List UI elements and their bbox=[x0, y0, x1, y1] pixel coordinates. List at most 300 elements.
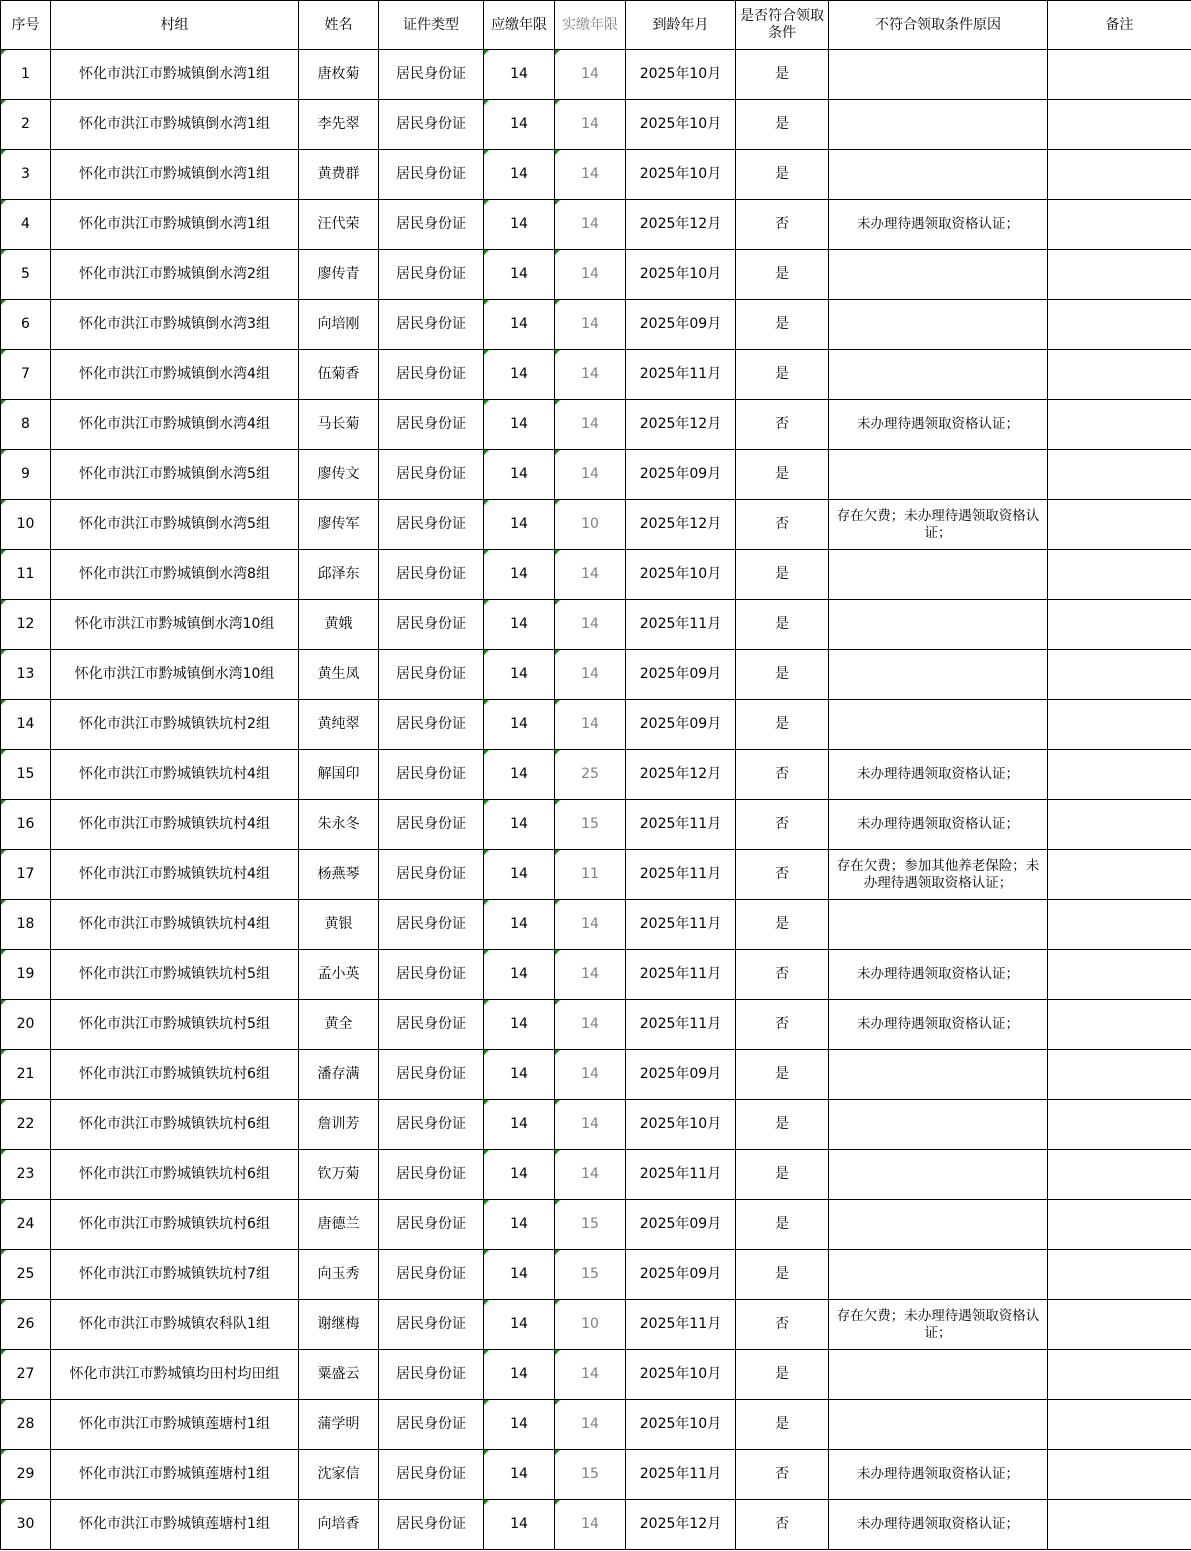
cell-note bbox=[1048, 450, 1191, 500]
cell-id-type: 居民身份证 bbox=[379, 700, 484, 750]
table-row bbox=[1, 650, 1191, 700]
cell-due-years: 14 bbox=[484, 900, 555, 950]
cell-paid-years: 11 bbox=[555, 850, 626, 900]
cell-no: 16 bbox=[1, 800, 51, 850]
cell-village: 怀化市洪江市黔城镇均田村均田组 bbox=[51, 1350, 299, 1400]
cell-reason bbox=[829, 1200, 1048, 1250]
cell-due-years: 14 bbox=[484, 1350, 555, 1400]
cell-village: 怀化市洪江市黔城镇铁坑村4组 bbox=[51, 900, 299, 950]
cell-reason: 存在欠费；未办理待遇领取资格认证； bbox=[829, 500, 1048, 550]
cell-paid-years: 14 bbox=[555, 1150, 626, 1200]
cell-name: 沈家信 bbox=[299, 1450, 379, 1500]
cell-due-years: 14 bbox=[484, 1100, 555, 1150]
header-no: 序号 bbox=[1, 1, 51, 50]
cell-id-type: 居民身份证 bbox=[379, 1350, 484, 1400]
cell-due-years: 14 bbox=[484, 600, 555, 650]
cell-age-month: 2025年10月 bbox=[626, 50, 736, 100]
cell-village: 怀化市洪江市黔城镇铁坑村6组 bbox=[51, 1200, 299, 1250]
cell-village: 怀化市洪江市黔城镇铁坑村6组 bbox=[51, 1050, 299, 1100]
cell-reason bbox=[829, 1250, 1048, 1300]
header-note: 备注 bbox=[1048, 1, 1191, 50]
table-row bbox=[1, 1400, 1191, 1450]
cell-due-years: 14 bbox=[484, 1450, 555, 1500]
cell-age-month: 2025年11月 bbox=[626, 1300, 736, 1350]
cell-no: 24 bbox=[1, 1200, 51, 1250]
cell-id-type: 居民身份证 bbox=[379, 1450, 484, 1500]
table-row bbox=[1, 350, 1191, 400]
cell-village: 怀化市洪江市黔城镇铁坑村5组 bbox=[51, 950, 299, 1000]
cell-village: 怀化市洪江市黔城镇铁坑村4组 bbox=[51, 850, 299, 900]
cell-age-month: 2025年09月 bbox=[626, 700, 736, 750]
cell-no: 17 bbox=[1, 850, 51, 900]
cell-paid-years: 14 bbox=[555, 150, 626, 200]
cell-village: 怀化市洪江市黔城镇倒水湾8组 bbox=[51, 550, 299, 600]
cell-id-type: 居民身份证 bbox=[379, 300, 484, 350]
cell-id-type: 居民身份证 bbox=[379, 1400, 484, 1450]
table-row bbox=[1, 300, 1191, 350]
cell-no: 25 bbox=[1, 1250, 51, 1300]
cell-due-years: 14 bbox=[484, 1400, 555, 1450]
cell-no: 20 bbox=[1, 1000, 51, 1050]
cell-paid-years: 14 bbox=[555, 950, 626, 1000]
cell-age-month: 2025年11月 bbox=[626, 800, 736, 850]
cell-note bbox=[1048, 400, 1191, 450]
cell-no: 15 bbox=[1, 750, 51, 800]
cell-name: 黄生凤 bbox=[299, 650, 379, 700]
cell-id-type: 居民身份证 bbox=[379, 350, 484, 400]
cell-note bbox=[1048, 200, 1191, 250]
cell-due-years: 14 bbox=[484, 1000, 555, 1050]
cell-age-month: 2025年12月 bbox=[626, 400, 736, 450]
table-row bbox=[1, 50, 1191, 100]
cell-eligible: 是 bbox=[736, 1150, 829, 1200]
cell-due-years: 14 bbox=[484, 1050, 555, 1100]
cell-note bbox=[1048, 1000, 1191, 1050]
cell-eligible: 是 bbox=[736, 450, 829, 500]
cell-id-type: 居民身份证 bbox=[379, 1100, 484, 1150]
cell-age-month: 2025年10月 bbox=[626, 250, 736, 300]
header-id-type: 证件类型 bbox=[379, 1, 484, 50]
cell-no: 8 bbox=[1, 400, 51, 450]
cell-note bbox=[1048, 700, 1191, 750]
cell-eligible: 是 bbox=[736, 1200, 829, 1250]
table-row bbox=[1, 1000, 1191, 1050]
cell-paid-years: 14 bbox=[555, 700, 626, 750]
header-due-years: 应缴年限 bbox=[484, 1, 555, 50]
table-row bbox=[1, 1450, 1191, 1500]
cell-due-years: 14 bbox=[484, 1500, 555, 1550]
cell-eligible: 否 bbox=[736, 500, 829, 550]
cell-name: 唐德兰 bbox=[299, 1200, 379, 1250]
cell-no: 5 bbox=[1, 250, 51, 300]
cell-age-month: 2025年09月 bbox=[626, 300, 736, 350]
cell-due-years: 14 bbox=[484, 150, 555, 200]
table-row bbox=[1, 1300, 1191, 1350]
cell-reason: 未办理待遇领取资格认证； bbox=[829, 400, 1048, 450]
cell-note bbox=[1048, 100, 1191, 150]
cell-village: 怀化市洪江市黔城镇铁坑村7组 bbox=[51, 1250, 299, 1300]
cell-age-month: 2025年11月 bbox=[626, 350, 736, 400]
header-village: 村组 bbox=[51, 1, 299, 50]
cell-name: 谢继梅 bbox=[299, 1300, 379, 1350]
cell-no: 9 bbox=[1, 450, 51, 500]
cell-reason bbox=[829, 1150, 1048, 1200]
cell-age-month: 2025年11月 bbox=[626, 1450, 736, 1500]
cell-village: 怀化市洪江市黔城镇倒水湾2组 bbox=[51, 250, 299, 300]
cell-reason bbox=[829, 50, 1048, 100]
cell-name: 汪代荣 bbox=[299, 200, 379, 250]
cell-reason bbox=[829, 1050, 1048, 1100]
cell-age-month: 2025年09月 bbox=[626, 650, 736, 700]
cell-note bbox=[1048, 550, 1191, 600]
cell-note bbox=[1048, 1100, 1191, 1150]
cell-id-type: 居民身份证 bbox=[379, 900, 484, 950]
cell-name: 马长菊 bbox=[299, 400, 379, 450]
cell-note bbox=[1048, 800, 1191, 850]
cell-no: 11 bbox=[1, 550, 51, 600]
cell-eligible: 否 bbox=[736, 1500, 829, 1550]
cell-paid-years: 14 bbox=[555, 650, 626, 700]
cell-note bbox=[1048, 250, 1191, 300]
cell-id-type: 居民身份证 bbox=[379, 250, 484, 300]
cell-id-type: 居民身份证 bbox=[379, 1500, 484, 1550]
cell-reason bbox=[829, 100, 1048, 150]
cell-village: 怀化市洪江市黔城镇莲塘村1组 bbox=[51, 1400, 299, 1450]
cell-id-type: 居民身份证 bbox=[379, 400, 484, 450]
cell-age-month: 2025年10月 bbox=[626, 1100, 736, 1150]
cell-age-month: 2025年11月 bbox=[626, 900, 736, 950]
cell-eligible: 是 bbox=[736, 350, 829, 400]
cell-due-years: 14 bbox=[484, 1150, 555, 1200]
cell-eligible: 是 bbox=[736, 100, 829, 150]
cell-reason bbox=[829, 900, 1048, 950]
cell-id-type: 居民身份证 bbox=[379, 450, 484, 500]
cell-name: 廖传青 bbox=[299, 250, 379, 300]
cell-village: 怀化市洪江市黔城镇倒水湾1组 bbox=[51, 150, 299, 200]
cell-name: 黄费群 bbox=[299, 150, 379, 200]
cell-due-years: 14 bbox=[484, 450, 555, 500]
cell-due-years: 14 bbox=[484, 350, 555, 400]
cell-name: 向培香 bbox=[299, 1500, 379, 1550]
cell-paid-years: 14 bbox=[555, 1350, 626, 1400]
cell-reason: 未办理待遇领取资格认证； bbox=[829, 1000, 1048, 1050]
cell-due-years: 14 bbox=[484, 800, 555, 850]
table-row bbox=[1, 450, 1191, 500]
cell-due-years: 14 bbox=[484, 700, 555, 750]
cell-village: 怀化市洪江市黔城镇倒水湾5组 bbox=[51, 500, 299, 550]
cell-village: 怀化市洪江市黔城镇农科队1组 bbox=[51, 1300, 299, 1350]
cell-no: 7 bbox=[1, 350, 51, 400]
cell-age-month: 2025年10月 bbox=[626, 1400, 736, 1450]
cell-no: 3 bbox=[1, 150, 51, 200]
header-name: 姓名 bbox=[299, 1, 379, 50]
table-row bbox=[1, 550, 1191, 600]
cell-paid-years: 14 bbox=[555, 1100, 626, 1150]
cell-name: 向玉秀 bbox=[299, 1250, 379, 1300]
cell-paid-years: 14 bbox=[555, 550, 626, 600]
cell-name: 邱泽东 bbox=[299, 550, 379, 600]
cell-age-month: 2025年12月 bbox=[626, 1500, 736, 1550]
cell-age-month: 2025年12月 bbox=[626, 500, 736, 550]
cell-no: 23 bbox=[1, 1150, 51, 1200]
cell-name: 黄银 bbox=[299, 900, 379, 950]
cell-id-type: 居民身份证 bbox=[379, 1150, 484, 1200]
cell-reason: 未办理待遇领取资格认证； bbox=[829, 750, 1048, 800]
cell-id-type: 居民身份证 bbox=[379, 150, 484, 200]
cell-no: 10 bbox=[1, 500, 51, 550]
cell-note bbox=[1048, 1450, 1191, 1500]
cell-reason bbox=[829, 700, 1048, 750]
table-row bbox=[1, 1500, 1191, 1550]
cell-no: 27 bbox=[1, 1350, 51, 1400]
cell-id-type: 居民身份证 bbox=[379, 1050, 484, 1100]
cell-age-month: 2025年10月 bbox=[626, 150, 736, 200]
cell-no: 2 bbox=[1, 100, 51, 150]
cell-age-month: 2025年09月 bbox=[626, 1050, 736, 1100]
cell-eligible: 是 bbox=[736, 1100, 829, 1150]
cell-no: 21 bbox=[1, 1050, 51, 1100]
cell-id-type: 居民身份证 bbox=[379, 200, 484, 250]
cell-eligible: 是 bbox=[736, 250, 829, 300]
cell-age-month: 2025年11月 bbox=[626, 950, 736, 1000]
table-row bbox=[1, 1350, 1191, 1400]
cell-note bbox=[1048, 1150, 1191, 1200]
cell-id-type: 居民身份证 bbox=[379, 1250, 484, 1300]
cell-due-years: 14 bbox=[484, 250, 555, 300]
cell-village: 怀化市洪江市黔城镇倒水湾4组 bbox=[51, 350, 299, 400]
cell-paid-years: 14 bbox=[555, 1000, 626, 1050]
cell-no: 29 bbox=[1, 1450, 51, 1500]
cell-id-type: 居民身份证 bbox=[379, 550, 484, 600]
cell-age-month: 2025年10月 bbox=[626, 1350, 736, 1400]
cell-age-month: 2025年09月 bbox=[626, 1250, 736, 1300]
cell-paid-years: 15 bbox=[555, 1250, 626, 1300]
cell-id-type: 居民身份证 bbox=[379, 750, 484, 800]
cell-reason bbox=[829, 450, 1048, 500]
cell-due-years: 14 bbox=[484, 950, 555, 1000]
cell-due-years: 14 bbox=[484, 1300, 555, 1350]
cell-note bbox=[1048, 500, 1191, 550]
cell-due-years: 14 bbox=[484, 1250, 555, 1300]
cell-name: 孟小英 bbox=[299, 950, 379, 1000]
cell-reason bbox=[829, 650, 1048, 700]
cell-note bbox=[1048, 950, 1191, 1000]
cell-note bbox=[1048, 750, 1191, 800]
cell-eligible: 是 bbox=[736, 1050, 829, 1100]
cell-paid-years: 10 bbox=[555, 500, 626, 550]
table-row bbox=[1, 100, 1191, 150]
cell-no: 12 bbox=[1, 600, 51, 650]
cell-id-type: 居民身份证 bbox=[379, 500, 484, 550]
cell-paid-years: 14 bbox=[555, 250, 626, 300]
cell-age-month: 2025年09月 bbox=[626, 1200, 736, 1250]
cell-name: 解国印 bbox=[299, 750, 379, 800]
cell-village: 怀化市洪江市黔城镇倒水湾1组 bbox=[51, 50, 299, 100]
cell-due-years: 14 bbox=[484, 400, 555, 450]
cell-name: 黄纯翠 bbox=[299, 700, 379, 750]
cell-due-years: 14 bbox=[484, 500, 555, 550]
table-row bbox=[1, 850, 1191, 900]
cell-reason bbox=[829, 300, 1048, 350]
cell-paid-years: 14 bbox=[555, 900, 626, 950]
cell-age-month: 2025年11月 bbox=[626, 1000, 736, 1050]
cell-age-month: 2025年10月 bbox=[626, 550, 736, 600]
cell-due-years: 14 bbox=[484, 100, 555, 150]
cell-village: 怀化市洪江市黔城镇铁坑村4组 bbox=[51, 800, 299, 850]
cell-village: 怀化市洪江市黔城镇铁坑村6组 bbox=[51, 1100, 299, 1150]
cell-note bbox=[1048, 350, 1191, 400]
cell-eligible: 是 bbox=[736, 1350, 829, 1400]
cell-paid-years: 25 bbox=[555, 750, 626, 800]
cell-id-type: 居民身份证 bbox=[379, 1000, 484, 1050]
cell-paid-years: 15 bbox=[555, 800, 626, 850]
cell-age-month: 2025年10月 bbox=[626, 100, 736, 150]
cell-reason bbox=[829, 1400, 1048, 1450]
cell-no: 13 bbox=[1, 650, 51, 700]
cell-eligible: 否 bbox=[736, 400, 829, 450]
cell-paid-years: 15 bbox=[555, 1200, 626, 1250]
table-row bbox=[1, 400, 1191, 450]
cell-due-years: 14 bbox=[484, 50, 555, 100]
cell-reason: 未办理待遇领取资格认证； bbox=[829, 1500, 1048, 1550]
cell-paid-years: 14 bbox=[555, 50, 626, 100]
cell-reason bbox=[829, 550, 1048, 600]
cell-no: 30 bbox=[1, 1500, 51, 1550]
cell-no: 28 bbox=[1, 1400, 51, 1450]
cell-reason bbox=[829, 1350, 1048, 1400]
cell-no: 18 bbox=[1, 900, 51, 950]
cell-eligible: 否 bbox=[736, 1300, 829, 1350]
cell-no: 19 bbox=[1, 950, 51, 1000]
cell-eligible: 是 bbox=[736, 650, 829, 700]
cell-note bbox=[1048, 1350, 1191, 1400]
cell-due-years: 14 bbox=[484, 200, 555, 250]
cell-name: 潘存满 bbox=[299, 1050, 379, 1100]
cell-id-type: 居民身份证 bbox=[379, 950, 484, 1000]
cell-reason: 未办理待遇领取资格认证； bbox=[829, 950, 1048, 1000]
table-row bbox=[1, 150, 1191, 200]
cell-reason: 未办理待遇领取资格认证； bbox=[829, 1450, 1048, 1500]
cell-village: 怀化市洪江市黔城镇倒水湾10组 bbox=[51, 650, 299, 700]
cell-id-type: 居民身份证 bbox=[379, 1300, 484, 1350]
cell-note bbox=[1048, 650, 1191, 700]
cell-eligible: 是 bbox=[736, 550, 829, 600]
cell-note bbox=[1048, 600, 1191, 650]
cell-paid-years: 14 bbox=[555, 1050, 626, 1100]
cell-name: 伍菊香 bbox=[299, 350, 379, 400]
cell-no: 6 bbox=[1, 300, 51, 350]
table-row bbox=[1, 500, 1191, 550]
table-row bbox=[1, 800, 1191, 850]
cell-age-month: 2025年12月 bbox=[626, 750, 736, 800]
cell-note bbox=[1048, 850, 1191, 900]
cell-eligible: 是 bbox=[736, 900, 829, 950]
cell-note bbox=[1048, 1400, 1191, 1450]
cell-name: 詹训芳 bbox=[299, 1100, 379, 1150]
cell-village: 怀化市洪江市黔城镇莲塘村1组 bbox=[51, 1450, 299, 1500]
cell-eligible: 否 bbox=[736, 950, 829, 1000]
cell-village: 怀化市洪江市黔城镇倒水湾5组 bbox=[51, 450, 299, 500]
cell-reason: 存在欠费；参加其他养老保险；未办理待遇领取资格认证； bbox=[829, 850, 1048, 900]
table-row bbox=[1, 950, 1191, 1000]
cell-age-month: 2025年11月 bbox=[626, 600, 736, 650]
cell-note bbox=[1048, 1200, 1191, 1250]
header-paid-years: 实缴年限 bbox=[555, 1, 626, 50]
cell-reason: 未办理待遇领取资格认证； bbox=[829, 200, 1048, 250]
header-age-month: 到龄年月 bbox=[626, 1, 736, 50]
header-row bbox=[1, 1, 1191, 50]
cell-paid-years: 14 bbox=[555, 350, 626, 400]
cell-note bbox=[1048, 1300, 1191, 1350]
cell-due-years: 14 bbox=[484, 550, 555, 600]
cell-note bbox=[1048, 900, 1191, 950]
cell-due-years: 14 bbox=[484, 1200, 555, 1250]
cell-eligible: 否 bbox=[736, 800, 829, 850]
cell-village: 怀化市洪江市黔城镇莲塘村1组 bbox=[51, 1500, 299, 1550]
cell-no: 4 bbox=[1, 200, 51, 250]
cell-no: 1 bbox=[1, 50, 51, 100]
cell-due-years: 14 bbox=[484, 850, 555, 900]
cell-reason bbox=[829, 350, 1048, 400]
cell-id-type: 居民身份证 bbox=[379, 800, 484, 850]
cell-id-type: 居民身份证 bbox=[379, 850, 484, 900]
cell-village: 怀化市洪江市黔城镇铁坑村2组 bbox=[51, 700, 299, 750]
header-reason: 不符合领取条件原因 bbox=[829, 1, 1048, 50]
cell-eligible: 是 bbox=[736, 700, 829, 750]
table-row bbox=[1, 200, 1191, 250]
cell-name: 廖传文 bbox=[299, 450, 379, 500]
cell-eligible: 否 bbox=[736, 750, 829, 800]
cell-reason bbox=[829, 600, 1048, 650]
cell-age-month: 2025年11月 bbox=[626, 850, 736, 900]
cell-name: 唐枚菊 bbox=[299, 50, 379, 100]
cell-eligible: 否 bbox=[736, 1450, 829, 1500]
cell-village: 怀化市洪江市黔城镇倒水湾1组 bbox=[51, 100, 299, 150]
table-row bbox=[1, 1050, 1191, 1100]
cell-paid-years: 14 bbox=[555, 300, 626, 350]
cell-name: 杨燕琴 bbox=[299, 850, 379, 900]
cell-village: 怀化市洪江市黔城镇铁坑村5组 bbox=[51, 1000, 299, 1050]
cell-name: 粟盛云 bbox=[299, 1350, 379, 1400]
cell-paid-years: 14 bbox=[555, 100, 626, 150]
table-row bbox=[1, 750, 1191, 800]
cell-paid-years: 15 bbox=[555, 1450, 626, 1500]
cell-note bbox=[1048, 150, 1191, 200]
cell-name: 向培刚 bbox=[299, 300, 379, 350]
cell-age-month: 2025年11月 bbox=[626, 1150, 736, 1200]
cell-eligible: 否 bbox=[736, 200, 829, 250]
cell-paid-years: 14 bbox=[555, 450, 626, 500]
cell-due-years: 14 bbox=[484, 300, 555, 350]
cell-village: 怀化市洪江市黔城镇铁坑村6组 bbox=[51, 1150, 299, 1200]
cell-name: 廖传军 bbox=[299, 500, 379, 550]
table-row bbox=[1, 1200, 1191, 1250]
cell-name: 黄全 bbox=[299, 1000, 379, 1050]
cell-village: 怀化市洪江市黔城镇铁坑村4组 bbox=[51, 750, 299, 800]
cell-paid-years: 14 bbox=[555, 1500, 626, 1550]
cell-note bbox=[1048, 50, 1191, 100]
cell-village: 怀化市洪江市黔城镇倒水湾4组 bbox=[51, 400, 299, 450]
cell-name: 蒲学明 bbox=[299, 1400, 379, 1450]
cell-eligible: 是 bbox=[736, 50, 829, 100]
cell-eligible: 是 bbox=[736, 1250, 829, 1300]
cell-due-years: 14 bbox=[484, 750, 555, 800]
cell-age-month: 2025年09月 bbox=[626, 450, 736, 500]
cell-name: 朱永冬 bbox=[299, 800, 379, 850]
cell-eligible: 否 bbox=[736, 850, 829, 900]
cell-id-type: 居民身份证 bbox=[379, 600, 484, 650]
cell-paid-years: 14 bbox=[555, 600, 626, 650]
